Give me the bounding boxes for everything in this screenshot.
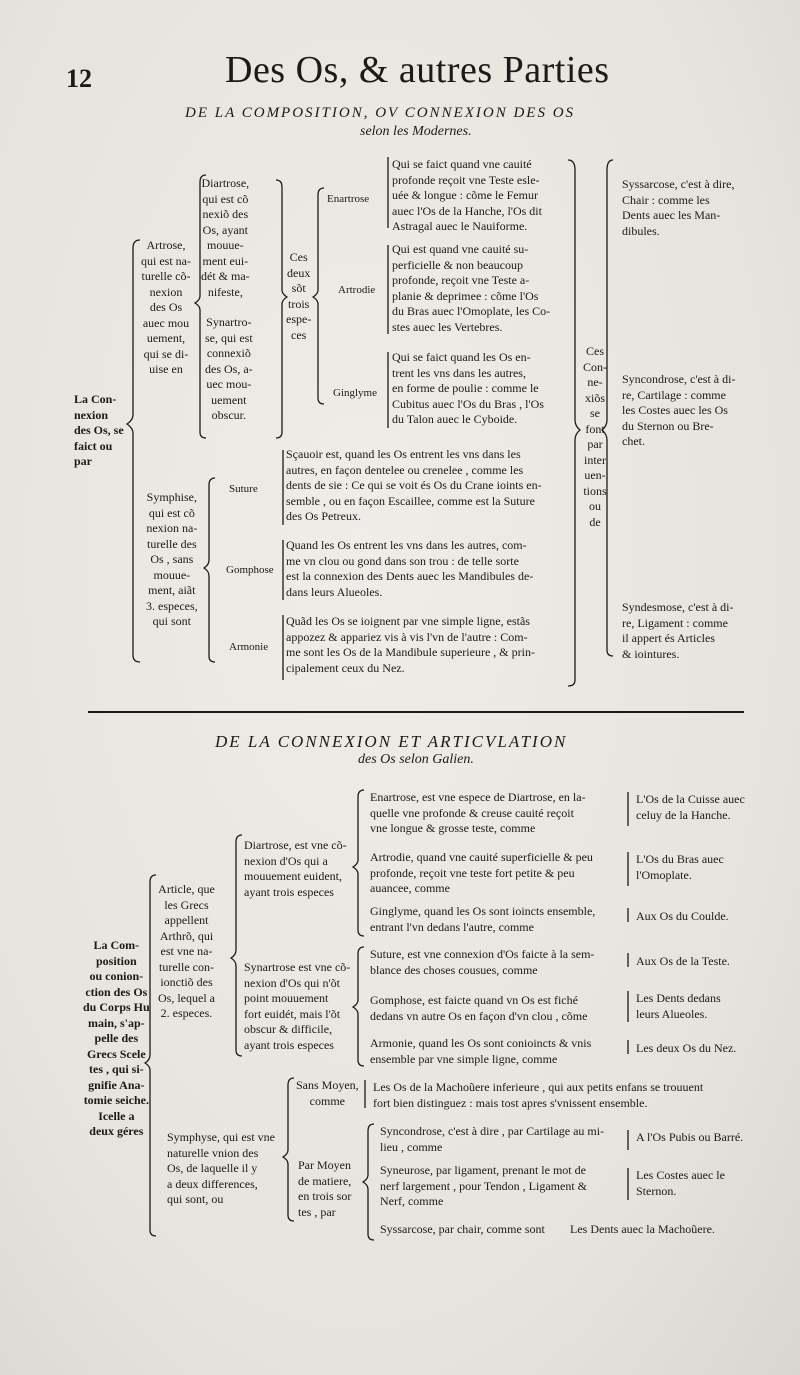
page-number: 12 — [66, 64, 92, 93]
s2-gomphose-ex: Les Dents dedans leurs Alueoles. — [636, 991, 721, 1021]
s2-ginglyme-ex: Aux Os du Coulde. — [636, 909, 729, 923]
section1-title: DE LA COMPOSITION, OV CONNEXION DES OS — [185, 105, 576, 121]
s1-suture-label: Suture — [229, 483, 258, 495]
s1-armonie-text: Quãd les Os se ioignent par vne simple ligne, estãs appozez & appariez vis à vis l'vn de l'autre : Com- me sont les Os de la Mandibule superieure , & prin- cipalement ceux du Nez. — [286, 614, 535, 675]
section1-subtitle: selon les Modernes. — [360, 124, 472, 139]
s1-ces-connexions: Ces Con- ne- xiõs se font par inter uen- tions ou de — [583, 344, 607, 529]
s2-symphyse: Symphyse, qui est vne naturelle vnion des Os, de laquelle il y a deux differences, qui sont, ou — [167, 1130, 275, 1206]
running-head: Des Os, & autres Parties — [225, 49, 610, 91]
s1-artrose: Artrose, qui est na- turelle cõ- nexion des Os auec mou uement, qui se di- uise en — [141, 238, 191, 376]
s2-suture: Suture, est vne connexion d'Os faicte à la sem- blance des choses cousues, comme — [370, 947, 595, 977]
s2-gomphose: Gomphose, est faicte quand vn Os est fiché dedans vn autre Os en façon d'vn clou , cõme — [370, 993, 588, 1023]
s1-syncondrose: Syncondrose, c'est à di- re, Cartilage : comme les Costes auec les Os du Sternon ou Bre- chet. — [622, 372, 736, 448]
s2-ginglyme: Ginglyme, quand les Os sont ioincts ensemble, entrant l'vn dedans l'autre, comme — [370, 904, 596, 934]
s1-enartrose-label: Enartrose — [327, 193, 370, 205]
s2-par-moyen: Par Moyen de matiere, en trois sor tes , par — [298, 1158, 352, 1219]
s1-ginglyme-text: Qui se faict quand les Os en- trent les vns dans les autres, en forme de poulie : comme le Cubitus auec l'Os du Bras , l'Os du Talon auec le Cyboide. — [392, 350, 544, 426]
s1-root: La Con- nexion des Os, se faict ou par — [74, 392, 124, 468]
s1-gomphose-text: Quand les Os entrent les vns dans les autres, com- me vn clou ou gond dans son trou : de telle sorte est la connexion des Dents auec les Mandibules de- dans leurs Alueoles. — [286, 538, 534, 599]
s1-armonie-label: Armonie — [229, 641, 269, 653]
s1-synartrose: Synartro- se, qui est connexiõ des Os, a- uec mou- uement obscur. — [205, 315, 253, 422]
s2-article: Article, que les Grecs appellent Arthrõ, qui est vne na- turelle con- ionctiõ des Os, lequel a 2. especes. — [158, 882, 215, 1020]
s1-ginglyme-label: Ginglyme — [333, 387, 377, 399]
s2-syneurose: Syneurose, par ligament, prenant le mot de nerf largement , pour Tendon , Ligament & Nerf, comme — [380, 1163, 587, 1208]
s2-enartrose: Enartrose, est vne espece de Diartrose, en la- quelle vne profonde & creuse cauité reçoit vne longue & grosse teste, comme — [370, 790, 586, 835]
s1-diartrose: Diartrose, qui est cõ nexiõ des Os, ayant mouue- ment eui- dét & ma- nifeste, — [201, 176, 250, 299]
section2-title: DE LA CONNEXION ET ARTICVLATION — [215, 732, 568, 751]
s2-sans-moyen-ex: Les Os de la Machoũere inferieure , qui aux petits enfans se trouuent fort bien distinguez : mais tost apres s'vnissent ensemble. — [373, 1080, 704, 1110]
s1-gomphose-label: Gomphose — [226, 564, 274, 576]
s2-syssarcose-ex: Les Dents auec la Machoũere. — [570, 1222, 715, 1236]
s2-suture-ex: Aux Os de la Teste. — [636, 954, 730, 968]
s2-synartrose: Synartrose est vne cõ- nexion d'Os qui n'õt point mouuement fort euidét, mais l'õt obscur & difficile, ayant trois especes — [244, 960, 351, 1052]
s1-artrodie-label: Artrodie — [338, 284, 376, 296]
s2-armonie-ex: Les deux Os du Nez. — [636, 1041, 737, 1055]
section2-subtitle: des Os selon Galien. — [358, 752, 474, 767]
s2-syssarcose: Syssarcose, par chair, comme sont — [380, 1222, 545, 1236]
s2-armonie: Armonie, quand les Os sont conioincts & vnis ensemble par vne simple ligne, comme — [370, 1036, 592, 1066]
divider-rule — [88, 711, 744, 713]
s2-artrodie: Artrodie, quand vne cauité superficielle & peu profonde, reçoit vne teste fort petite & peu auancee, comme — [370, 850, 593, 895]
s2-syncondrose-ex: A l'Os Pubis ou Barré. — [636, 1130, 744, 1144]
s1-suture-text: Sçauoir est, quand les Os entrent les vns dans les autres, en façon dentelee ou crenelee , comme les dents de sie : Ce qui se voit és Os du Crane ioints en- semble , ou en façon Escaillee, comme est la Suture des Os Petreux. — [286, 447, 542, 523]
s2-syneurose-ex: Les Costes auec le Sternon. — [636, 1168, 725, 1198]
s1-ces-deux: Ces deux sõt trois espe- ces — [286, 250, 312, 342]
s2-enartrose-ex: L'Os de la Cuisse auec celuy de la Hanche. — [636, 792, 745, 822]
s2-syncondrose: Syncondrose, c'est à dire , par Cartilage au mi- lieu , comme — [380, 1124, 605, 1154]
s1-syndesmose: Syndesmose, c'est à di- re, Ligament : comme il appert és Articles & iointures. — [622, 600, 734, 661]
s2-sans-moyen: Sans Moyen, comme — [296, 1078, 359, 1108]
s2-artrodie-ex: L'Os du Bras auec l'Omoplate. — [636, 852, 724, 882]
s1-enartrose-text: Qui se faict quand vne cauité profonde reçoit vne Teste esle- uée & longue : cõme le Femur auec l'Os de la Hanche, l'Os dit Astragal auec le Nauiforme. — [392, 157, 542, 233]
s1-syssarcose: Syssarcose, c'est à dire, Chair : comme les Dents auec les Man- dibules. — [622, 177, 735, 238]
s2-diartrose: Diartrose, est vne cõ- nexion d'Os qui a mouuement euident, ayant trois especes — [244, 838, 347, 899]
s1-symphise: Symphise, qui est cõ nexion na- turelle des Os , sans mouue- ment, aiãt 3. especes, qui sont — [146, 490, 198, 628]
s1-artrodie-text: Qui est quand vne cauité su- perficielle & non beaucoup profonde, reçoit vne Teste a- planie & deprimee : cõme l'Os du Bras auec l'Omoplate, les Co- stes auec les Vertebres. — [392, 242, 551, 334]
s2-root: La Com- position ou conion- ction des Os du Corps Hu main, s'ap- pelle des Grecs Scele tes , qui si- gnifie Ana- tomie seiche. Icelle a deux géres — [83, 938, 150, 1138]
